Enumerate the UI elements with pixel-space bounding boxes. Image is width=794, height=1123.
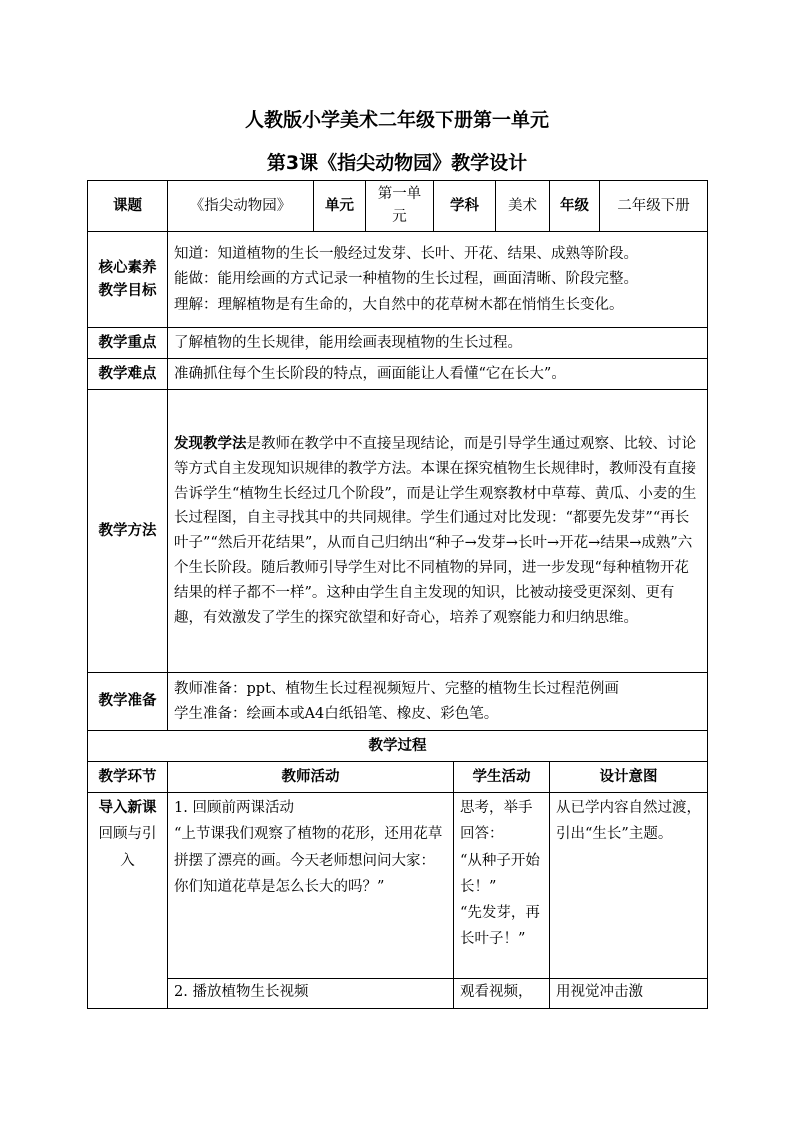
- subject-label: 学科: [434, 181, 496, 232]
- goals-label-line1: 核心素养: [98, 259, 157, 276]
- process-title: 教学过程: [88, 731, 708, 762]
- difficulty-text: 准确抓住每个生长阶段的特点，画面能让人看懂“它在长大”。: [168, 359, 708, 390]
- student-activity-1: [454, 793, 550, 979]
- process-row-1: [88, 793, 708, 979]
- info-row: [88, 181, 708, 232]
- header-teacher: 教师活动: [168, 762, 454, 793]
- unit-value: 第一单元: [366, 181, 434, 232]
- stage-intro-bold: 导入新课: [98, 800, 157, 817]
- design-intent-2: 用视觉冲击激: [550, 979, 708, 1009]
- document-title: 人教版小学美术二年级下册第一单元: [244, 109, 549, 131]
- prep-teacher: 教师准备：ppt、植物生长过程视频短片、完整的植物生长过程范例画: [174, 680, 619, 697]
- teacher-activity-2: 2. 播放植物生长视频: [168, 979, 454, 1009]
- key-point-row: [88, 328, 708, 359]
- difficulty-label: 教学难点: [88, 359, 168, 390]
- student-activity-2: 观看视频，: [454, 979, 550, 1009]
- method-row: [88, 390, 708, 673]
- prep-label: 教学准备: [88, 673, 168, 731]
- student-activity-1-b: “从种子开始长！”: [460, 852, 540, 895]
- difficulty-row: [88, 359, 708, 390]
- process-header-row: [88, 762, 708, 793]
- course-label: 课题: [88, 181, 168, 232]
- stage-intro-rest: 回顾与引入: [98, 826, 157, 869]
- student-activity-1-c: “先发芽，再长叶子！”: [460, 904, 540, 947]
- goal-do: 能做：能用绘画的方式记录一种植物的生长过程，画面清晰、阶段完整。: [174, 271, 638, 288]
- header-student: 学生活动: [454, 762, 550, 793]
- header-stage: 教学环节: [88, 762, 168, 793]
- method-label: 教学方法: [88, 390, 168, 673]
- teacher-activity-1-text: “上节课我们观察了植物的花形，还用花草拼摆了漂亮的画。今天老师想问问大家：你们知道花草是怎么长大的吗？”: [174, 826, 443, 895]
- student-activity-1-a: 思考，举手回答：: [460, 800, 533, 843]
- header-intent: 设计意图: [550, 762, 708, 793]
- goals-row: [88, 232, 708, 328]
- goals-label-line2: 教学目标: [98, 282, 157, 299]
- lesson-title: 第3课《指尖动物园》教学设计: [266, 152, 528, 174]
- method-name: 发现教学法: [174, 435, 247, 452]
- process-title-row: [88, 731, 708, 762]
- grade-value: 二年级下册: [600, 181, 708, 232]
- lesson-plan-table: [87, 180, 708, 1009]
- course-value: 《指尖动物园》: [168, 181, 314, 232]
- goals-content: [168, 232, 708, 328]
- key-point-text: 了解植物的生长规律，能用绘画表现植物的生长过程。: [168, 328, 708, 359]
- goal-know: 知道：知道植物的生长一般经过发芽、长叶、开花、结果、成熟等阶段。: [174, 245, 638, 262]
- grade-label: 年级: [550, 181, 600, 232]
- goal-understand: 理解：理解植物是有生命的，大自然中的花草树木都在悄悄生长变化。: [174, 296, 624, 313]
- subject-value: 美术: [496, 181, 550, 232]
- teacher-activity-1-head: 1. 回顾前两课活动: [174, 800, 294, 817]
- goals-label: [88, 232, 168, 328]
- stage-intro: [88, 793, 168, 1009]
- unit-label: 单元: [314, 181, 366, 232]
- key-point-label: 教学重点: [88, 328, 168, 359]
- prep-row: [88, 673, 708, 731]
- method-text: [168, 390, 708, 673]
- teacher-activity-1: [168, 793, 454, 979]
- prep-student: 学生准备：绘画本或A4白纸铅笔、橡皮、彩色笔。: [174, 705, 499, 722]
- process-row-2: [88, 979, 708, 1009]
- prep-content: [168, 673, 708, 731]
- design-intent-1: 从已学内容自然过渡，引出“生长”主题。: [550, 793, 708, 979]
- method-description: 是教师在教学中不直接呈现结论，而是引导学生通过观察、比较、讨论等方式自主发现知识规律的教学方法。本课在探究植物生长规律时，教师没有直接告诉学生“植物生长经过几个阶段”，而是让学生观察教材中草莓、黄瓜、小麦的生长过程图，自主寻找其中的共同规律。学生们通过对比发现：“都要先发芽”“再长叶子”“然后开花结果”，从而自己归纳出“种子→发芽→长叶→开花→结果→成熟”六个生长阶段。随后教师引导学生对比不同植物的异同，进一步发现“每种植物开花结果的样子都不一样”。这种由学生自主发现的知识，比被动接受更深刻、更有趣，有效激发了学生的探究欲望和好奇心，培养了观察能力和归纳思维。: [174, 435, 697, 627]
